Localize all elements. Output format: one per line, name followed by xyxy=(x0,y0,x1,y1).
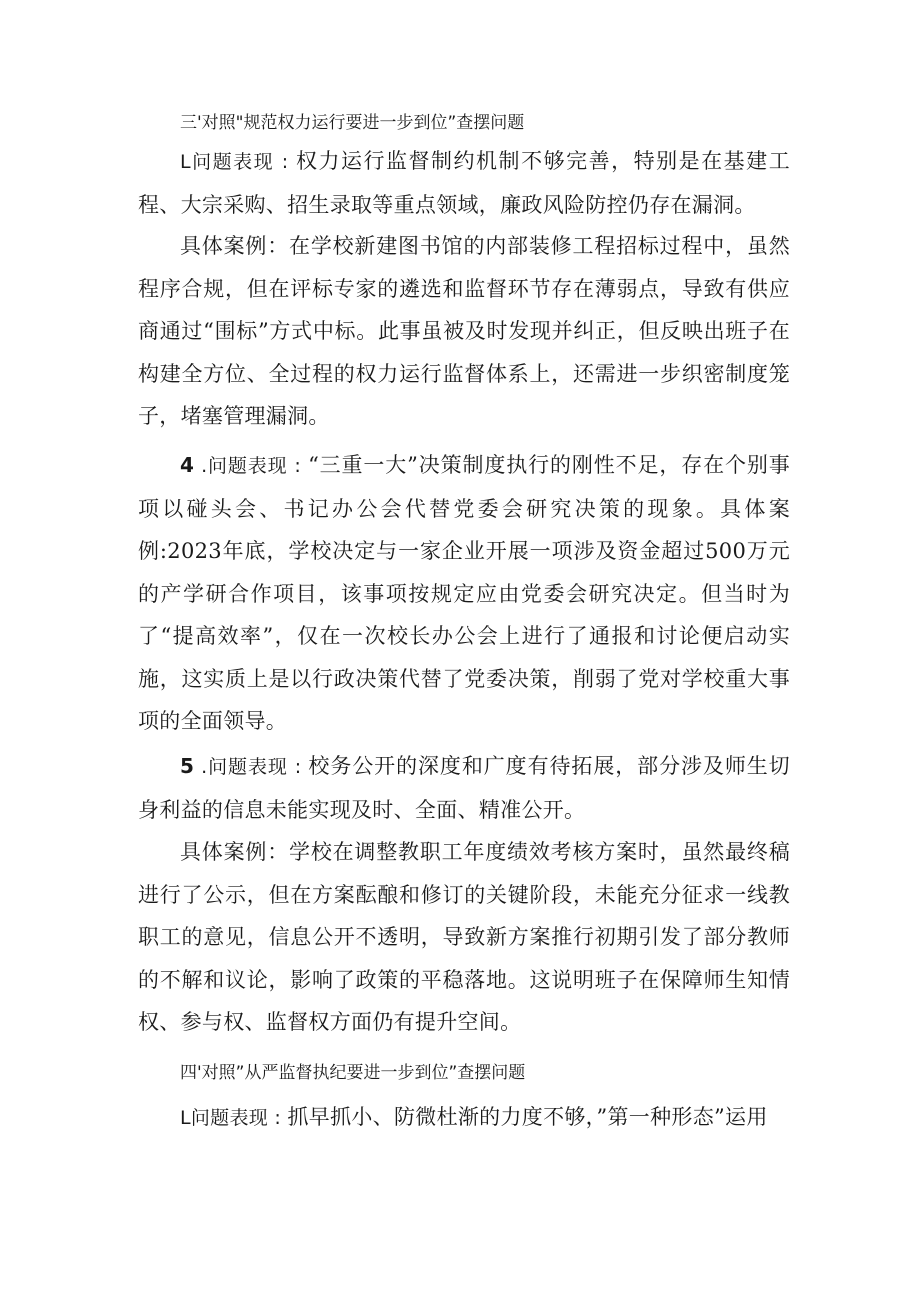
paragraph-text: “三重一大”决策制度执行的刚性不足，存在个别事项以碰头会、书记办公会代替党委会研究决策的现象。具体案例:2023年底，学校决定与一家企业开展一项涉及资金超过500万元的产学研合作项目，该事项按规定应由党委会研究决定。但当时为了“提高效率”，仅在一次校长办公会上进行了通报和讨论便启动实施，这实质上是以行政决策代替了党委决策，削弱了党对学校重大事项的全面领导。 xyxy=(138,453,791,733)
paragraph-lead-label: L问题表现 : xyxy=(180,1107,288,1129)
paragraph-text: 校务公开的深度和广度有待拓展，部分涉及师生切身利益的信息未能实现及时、全面、精准公开。 xyxy=(138,754,790,822)
section-3-paragraph-1 xyxy=(138,140,790,226)
paragraph-text: 抓早抓小、防微杜渐的力度不够，”第一种形态”运用 xyxy=(287,1105,768,1129)
paragraph-lead-label: L问题表现 : xyxy=(180,151,296,173)
paragraph-text: 具体案例：在学校新建图书馆的内部装修工程招标过程中，虽然程序合规，但在评标专家的遴选和监督环节存在薄弱点，导致有供应商通过“围标”方式中标。此事虽被及时发现并纠正，但反映出班子在构建全方位、全过程的权力运行监督体系上，还需进一步织密制度笼子，堵塞管理漏洞。 xyxy=(138,234,790,428)
section-3-paragraph-5 xyxy=(138,831,790,1044)
section-3-paragraph-4 xyxy=(138,745,790,831)
section-3-paragraph-2 xyxy=(138,225,790,438)
section-4-heading: 四'对照”从严监督执纪要进一步到位”查摆问题 xyxy=(180,1063,526,1083)
section-4-paragraph-1 xyxy=(138,1096,790,1140)
section-3-paragraph-3 xyxy=(138,444,790,743)
paragraph-lead-label: .问题表现 : xyxy=(194,756,309,778)
paragraph-text: 具体案例：学校在调整教职工年度绩效考核方案时，虽然最终稿进行了公示，但在方案酝酿和修订的关键阶段，未能充分征求一线教职工的意见，信息公开不透明，导致新方案推行初期引发了部分教师的不解和议论，影响了政策的平稳落地。这说明班子在保障师生知情权、参与权、监督权方面仍有提升空间。 xyxy=(138,840,790,1034)
paragraph-text: 权力运行监督制约机制不够完善，特别是在基建工程、大宗采购、招生录取等重点领域，廉政风险防控仍存在漏洞。 xyxy=(138,149,790,217)
section-3-heading: 三'对照"规范权力运行要进一步到位”查摆问题 xyxy=(180,113,525,133)
paragraph-lead-label: .问题表现 : xyxy=(194,455,309,477)
item-number: 4 xyxy=(180,453,195,477)
item-number: 5 xyxy=(180,754,195,778)
